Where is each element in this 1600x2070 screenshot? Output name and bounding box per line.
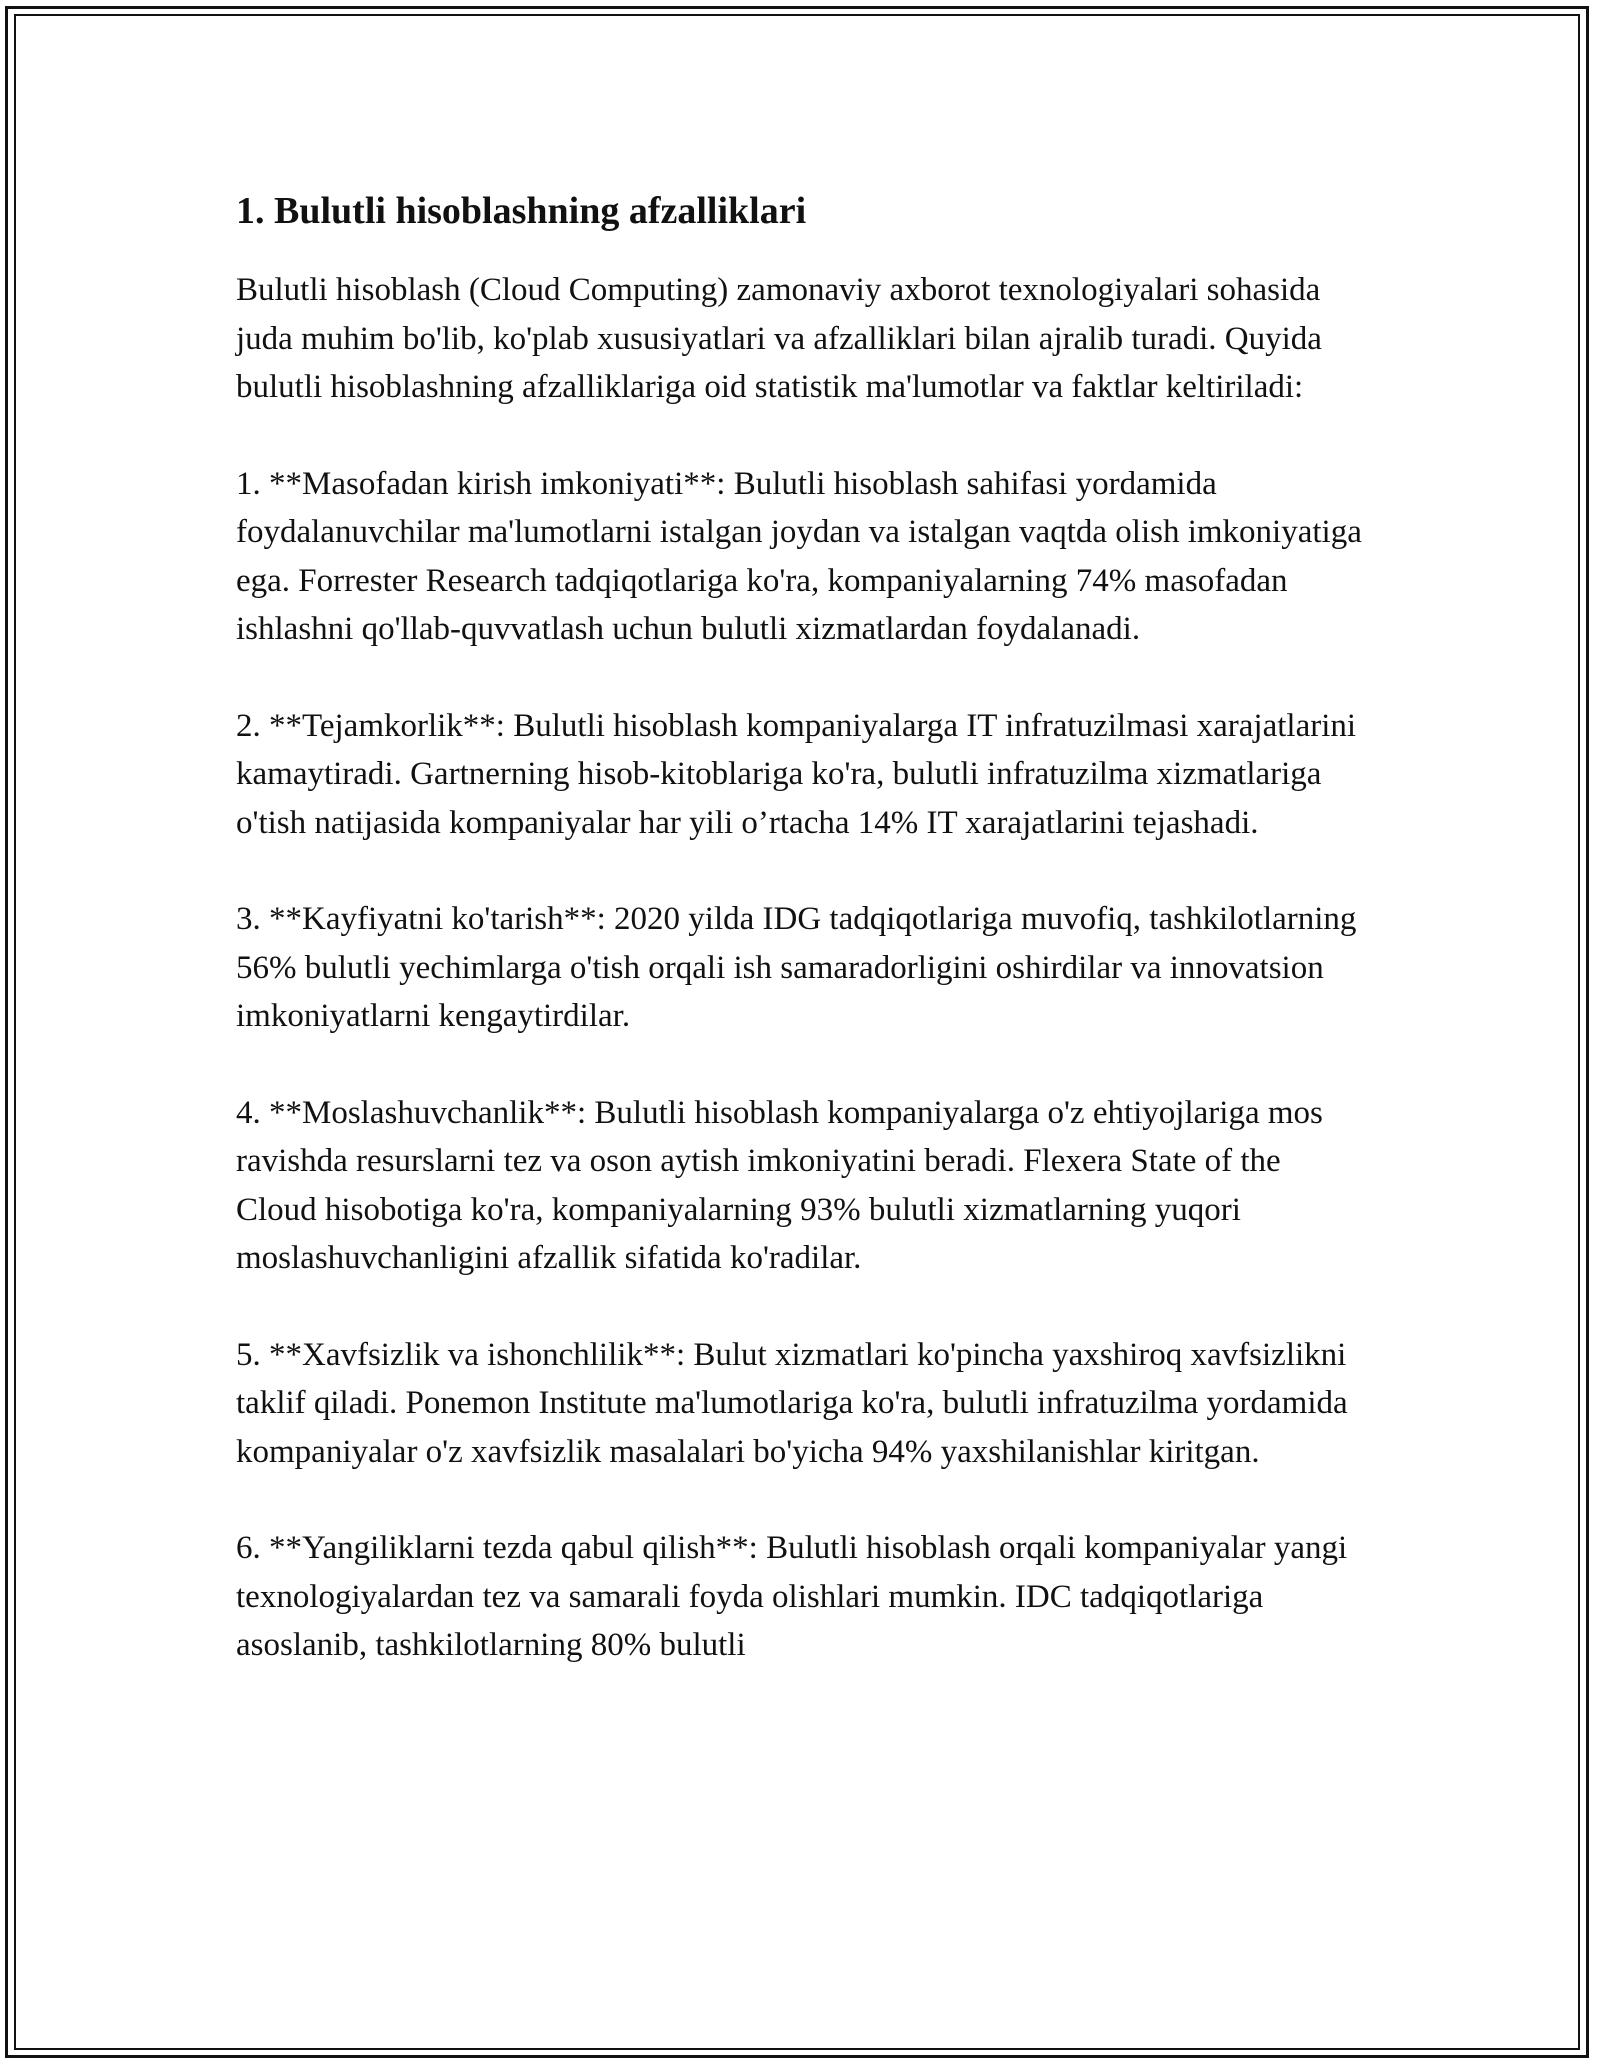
section-heading: 1. Bulutli hisoblashning afzalliklari bbox=[236, 190, 807, 232]
list-item: 4. **Moslashuvchanlik**: Bulutli hisoblash kompaniyalarga o'z ehtiyojlariga mos ravishda resurslarni tez va oson aytish imkoniyatini beradi. Flexera State of the Cloud hisobotiga ko'ra, kompaniyalarning 93% bulutli xizmatlarning yuqori moslashuvchanligini afzallik sifatida ko'radilar. bbox=[236, 1094, 1323, 1276]
document-body bbox=[236, 186, 1366, 1670]
list-item: 2. **Tejamkorlik**: Bulutli hisoblash kompaniyalarga IT infratuzilmasi xarajatlarini kamaytiradi. Gartnerning hisob-kitoblariga ko'ra, bulutli infratuzilma xizmatlariga o'tish natijasida kompaniyalar har yili o’rtacha 14% IT xarajatlarini tejashadi. bbox=[236, 707, 1357, 841]
list-item: 5. **Xavfsizlik va ishonchlilik**: Bulut xizmatlari ko'pincha yaxshiroq xavfsizlikni taklif qiladi. Ponemon Institute ma'lumotlariga ko'ra, bulutli infratuzilma yordamida kompaniyalar o'z xavfsizlik masalalari bo'yicha 94% yaxshilanishlar kiritgan. bbox=[236, 1336, 1348, 1470]
list-item: 3. **Kayfiyatni ko'tarish**: 2020 yilda IDG tadqiqotlariga muvofiq, tashkilotlarning 56% bulutli yechimlarga o'tish orqali ish samaradorligini oshirdilar va innovatsion imkoniyatlarni kengaytirdilar. bbox=[236, 901, 1357, 1034]
list-item: 6. **Yangiliklarni tezda qabul qilish**: Bulutli hisoblash orqali kompaniyalar yangi texnologiyalardan tez va samarali foyda olishlari mumkin. IDC tadqiqotlariga asoslanib, tashkilotlarning 80% bulutli bbox=[236, 1530, 1348, 1663]
list-item: 1. **Masofadan kirish imkoniyati**: Bulutli hisoblash sahifasi yordamida foydalanuvchilar ma'lumotlarni istalgan joydan va istalgan vaqtda olish imkoniyatiga ega. Forrester Research tadqiqotlariga ko'ra, kompaniyalarning 74% masofadan ishlashni qo'llab-quvvatlash uchun bulutli xizmatlardan foydalanadi. bbox=[236, 465, 1362, 647]
intro-paragraph: Bulutli hisoblash (Cloud Computing) zamonaviy axborot texnologiyalari sohasida juda muhim bo'lib, ko'plab xususiyatlari va afzalliklari bilan ajralib turadi. Quyida bulutli hisoblashning afzalliklariga oid statistik ma'lumotlar va faktlar keltiriladi: bbox=[236, 272, 1322, 405]
